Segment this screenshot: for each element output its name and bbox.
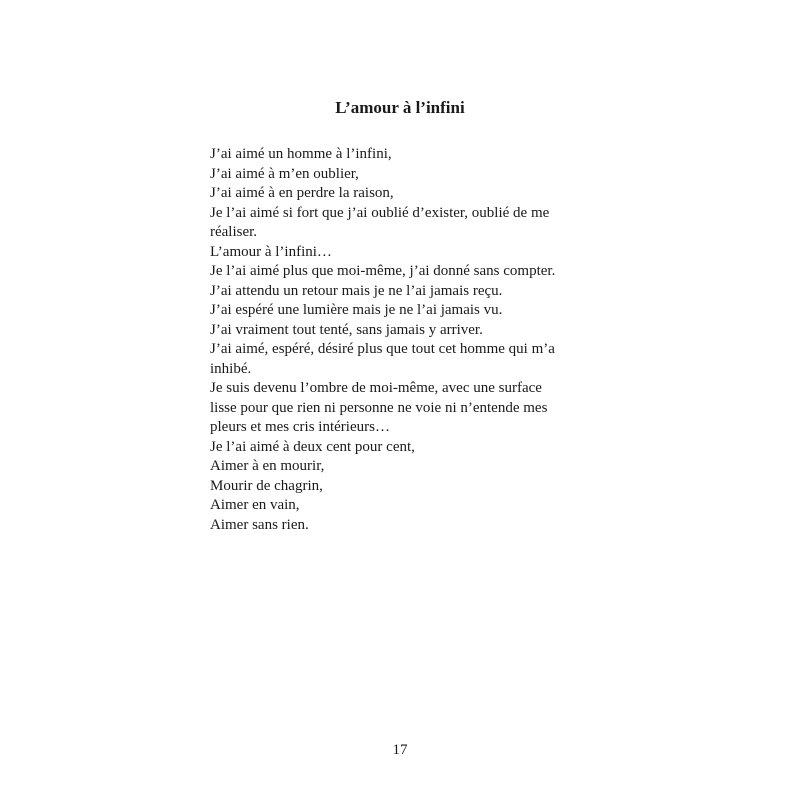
- poem-line: pleurs et mes cris intérieurs…: [210, 419, 390, 435]
- poem-line: Mourir de chagrin,: [210, 477, 323, 494]
- poem-line: lisse pour que rien ni personne ne voie ni n’entende mes: [210, 399, 548, 416]
- poem-line: L’amour à l’infini…: [210, 243, 332, 260]
- poem-line: J’ai aimé un homme à l’infini,: [210, 146, 392, 162]
- poem-line: Je l’ai aimé si fort que j’ai oublié d’exister, oublié de me: [210, 204, 550, 221]
- poem-line: Je l’ai aimé à deux cent pour cent,: [210, 438, 415, 455]
- poem-line: J’ai aimé à m’en oublier,: [210, 165, 359, 182]
- poem-line: Aimer sans rien.: [210, 516, 309, 533]
- poem-line: Je suis devenu l’ombre de moi-même, avec une surface: [210, 380, 542, 396]
- poem-line: Je l’ai aimé plus que moi-même, j’ai donné sans compter.: [210, 263, 556, 279]
- poem-line: J’ai espéré une lumière mais je ne l’ai jamais vu.: [210, 302, 503, 318]
- poem-title: L’amour à l’infini: [335, 98, 465, 117]
- poem-line: J’ai attendu un retour mais je ne l’ai jamais reçu.: [210, 282, 503, 299]
- poem-line: Aimer en vain,: [210, 497, 300, 513]
- poem-line: J’ai aimé à en perdre la raison,: [210, 185, 394, 201]
- poem-line: J’ai vraiment tout tenté, sans jamais y arriver.: [210, 321, 483, 338]
- poem-line: Aimer à en mourir,: [210, 458, 325, 474]
- poem-line: inhibé.: [210, 360, 252, 377]
- poem-line: J’ai aimé, espéré, désiré plus que tout cet homme qui m’a: [210, 341, 555, 357]
- poem-body: [210, 145, 600, 535]
- poem-line: réaliser.: [210, 224, 258, 240]
- page-number: 17: [392, 742, 408, 758]
